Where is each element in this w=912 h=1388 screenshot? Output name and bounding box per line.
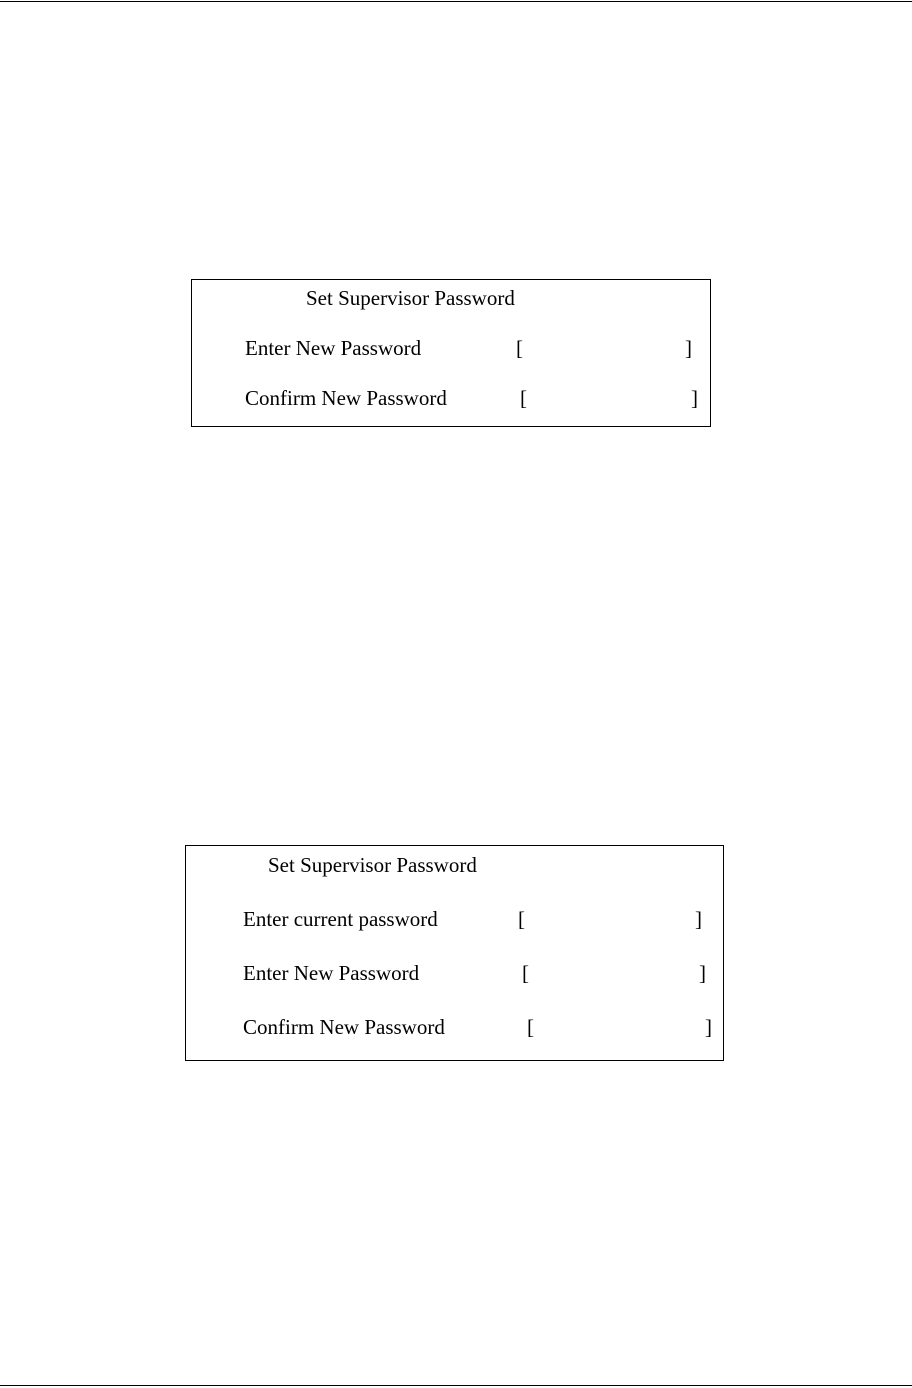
field-open-bracket: [: [527, 1015, 534, 1039]
field-close-bracket: ]: [691, 386, 698, 410]
field-open-bracket: [: [516, 336, 523, 360]
field-close-bracket: ]: [699, 961, 706, 985]
confirm-new-password-label: Confirm New Password: [243, 1015, 445, 1039]
field-close-bracket: ]: [695, 907, 702, 931]
field-close-bracket: ]: [685, 336, 692, 360]
field-open-bracket: [: [520, 386, 527, 410]
confirm-new-password-field[interactable]: [527, 1015, 712, 1039]
enter-new-password-label: Enter New Password: [243, 961, 420, 985]
dialog-title: Set Supervisor Password: [306, 286, 515, 310]
field-close-bracket: ]: [705, 1015, 712, 1039]
set-supervisor-password-dialog-with-current: [185, 845, 724, 1061]
page-bottom-rule: [0, 1385, 912, 1386]
field-open-bracket: [: [518, 907, 525, 931]
confirm-new-password-field[interactable]: [520, 386, 698, 410]
enter-current-password-label: Enter current password: [243, 907, 438, 931]
set-supervisor-password-dialog: [191, 279, 711, 427]
dialog-title: Set Supervisor Password: [268, 853, 477, 877]
enter-new-password-field[interactable]: [522, 961, 706, 985]
enter-current-password-field[interactable]: [518, 907, 702, 931]
field-open-bracket: [: [522, 961, 529, 985]
page-top-rule: [0, 1, 912, 2]
confirm-new-password-label: Confirm New Password: [245, 386, 447, 410]
enter-new-password-label: Enter New Password: [245, 336, 422, 360]
enter-new-password-field[interactable]: [516, 336, 692, 360]
